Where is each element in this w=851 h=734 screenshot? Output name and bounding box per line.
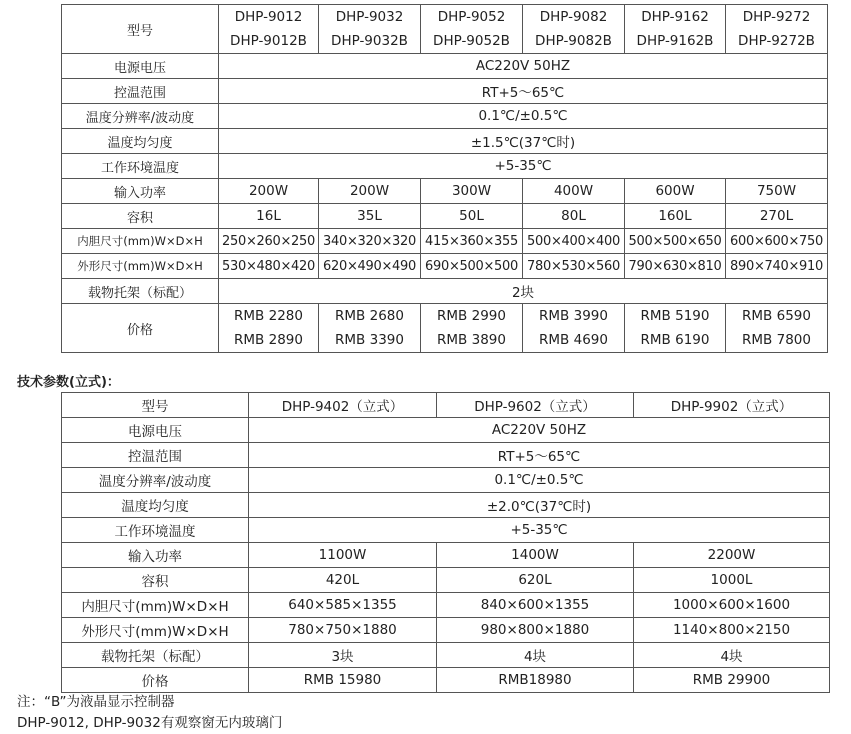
shelves-value: 2块 [219, 279, 828, 304]
volume-cell: 620L [437, 568, 634, 593]
volume-cell: 80L [523, 204, 625, 229]
price-cell: RMB 15980 [249, 668, 437, 693]
table-row [62, 154, 828, 179]
outer-size-cell: 780×530×560 [523, 254, 625, 279]
inner-size-cell: 250×260×250 [219, 229, 319, 254]
table-row [62, 204, 828, 229]
footnote-controller: 注：“B”为液晶显示控制器 [17, 694, 175, 710]
table-row [62, 129, 828, 154]
outer-size-cell: 890×740×910 [726, 254, 828, 279]
table-row [62, 618, 830, 643]
input-power-cell: 400W [523, 179, 625, 204]
power-supply-value: AC220V 50HZ [249, 418, 830, 443]
resolution-value: 0.1℃/±0.5℃ [219, 104, 828, 129]
outer-size-cell: 980×800×1880 [437, 618, 634, 643]
model-cell: DHP-9052 DHP-9052B [421, 5, 523, 54]
input-power-cell: 2200W [634, 543, 830, 568]
price-cell: RMB 6590 RMB 7800 [726, 304, 828, 353]
input-power-cell: 600W [625, 179, 726, 204]
model-cell: DHP-9602（立式） [437, 393, 634, 418]
inner-size-cell: 500×400×400 [523, 229, 625, 254]
table-row [62, 279, 828, 304]
input-power-cell: 1400W [437, 543, 634, 568]
table-row [62, 568, 830, 593]
price-cell: RMB 2680 RMB 3390 [319, 304, 421, 353]
volume-cell: 1000L [634, 568, 830, 593]
row-label-price: 价格 [62, 304, 219, 353]
ambient-value: +5-35℃ [219, 154, 828, 179]
model-cell: DHP-9012 DHP-9012B [219, 5, 319, 54]
price-cell: RMB 3990 RMB 4690 [523, 304, 625, 353]
section-title-vertical: 技术参数(立式)： [17, 375, 120, 390]
row-label-resolution: 温度分辨率/波动度 [62, 104, 219, 129]
row-label-inner-size: 内胆尺寸(mm)W×D×H [62, 229, 219, 254]
input-power-cell: 200W [219, 179, 319, 204]
table-row [62, 468, 830, 493]
outer-size-cell: 790×630×810 [625, 254, 726, 279]
spec-table-vertical [61, 392, 830, 693]
volume-cell: 270L [726, 204, 828, 229]
row-label-shelves: 载物托架（标配） [62, 279, 219, 304]
shelves-cell: 4块 [437, 643, 634, 668]
uniformity-value: ±2.0℃(37℃时) [249, 493, 830, 518]
outer-size-cell: 780×750×1880 [249, 618, 437, 643]
model-cell: DHP-9402（立式） [249, 393, 437, 418]
temp-range-value: RT+5～65℃ [249, 443, 830, 468]
table-row [62, 668, 830, 693]
row-label-volume: 容积 [62, 568, 249, 593]
outer-size-cell: 620×490×490 [319, 254, 421, 279]
table-row [62, 79, 828, 104]
model-cell: DHP-9082 DHP-9082B [523, 5, 625, 54]
row-label-power-supply: 电源电压 [62, 54, 219, 79]
outer-size-cell: 690×500×500 [421, 254, 523, 279]
inner-size-cell: 1000×600×1600 [634, 593, 830, 618]
outer-size-cell: 1140×800×2150 [634, 618, 830, 643]
table-row [62, 443, 830, 468]
inner-size-cell: 340×320×320 [319, 229, 421, 254]
row-label-uniformity: 温度均匀度 [62, 129, 219, 154]
table-row [62, 254, 828, 279]
ambient-value: +5-35℃ [249, 518, 830, 543]
volume-cell: 50L [421, 204, 523, 229]
temp-range-value: RT+5～65℃ [219, 79, 828, 104]
row-label-resolution: 温度分辨率/波动度 [62, 468, 249, 493]
model-cell: DHP-9902（立式） [634, 393, 830, 418]
table-row [62, 104, 828, 129]
row-label-temp-range: 控温范围 [62, 443, 249, 468]
table-row [62, 418, 830, 443]
volume-cell: 420L [249, 568, 437, 593]
table-row [62, 393, 830, 418]
inner-size-cell: 600×600×750 [726, 229, 828, 254]
inner-size-cell: 500×500×650 [625, 229, 726, 254]
price-cell: RMB 5190 RMB 6190 [625, 304, 726, 353]
model-cell: DHP-9272 DHP-9272B [726, 5, 828, 54]
table-row [62, 593, 830, 618]
shelves-cell: 3块 [249, 643, 437, 668]
table-row [62, 518, 830, 543]
price-cell: RMB 2990 RMB 3890 [421, 304, 523, 353]
resolution-value: 0.1℃/±0.5℃ [249, 468, 830, 493]
spec-table-benchtop [61, 4, 828, 353]
row-label-temp-range: 控温范围 [62, 79, 219, 104]
row-label-volume: 容积 [62, 204, 219, 229]
row-label-outer-size: 外形尺寸(mm)W×D×H [62, 254, 219, 279]
table-row [62, 54, 828, 79]
price-cell: RMB 29900 [634, 668, 830, 693]
model-cell: DHP-9162 DHP-9162B [625, 5, 726, 54]
table-row [62, 493, 830, 518]
price-cell: RMB 2280 RMB 2890 [219, 304, 319, 353]
power-supply-value: AC220V 50HZ [219, 54, 828, 79]
input-power-cell: 300W [421, 179, 523, 204]
row-label-inner-size: 内胆尺寸(mm)W×D×H [62, 593, 249, 618]
inner-size-cell: 840×600×1355 [437, 593, 634, 618]
footnote-window: DHP-9012, DHP-9032有观察窗无内玻璃门 [17, 715, 283, 731]
row-label-input-power: 输入功率 [62, 179, 219, 204]
table-row [62, 229, 828, 254]
input-power-cell: 200W [319, 179, 421, 204]
shelves-cell: 4块 [634, 643, 830, 668]
row-label-power-supply: 电源电压 [62, 418, 249, 443]
row-label-price: 价格 [62, 668, 249, 693]
volume-cell: 35L [319, 204, 421, 229]
inner-size-cell: 640×585×1355 [249, 593, 437, 618]
outer-size-cell: 530×480×420 [219, 254, 319, 279]
table-row [62, 304, 828, 353]
uniformity-value: ±1.5℃(37℃时) [219, 129, 828, 154]
volume-cell: 160L [625, 204, 726, 229]
row-label-uniformity: 温度均匀度 [62, 493, 249, 518]
price-cell: RMB18980 [437, 668, 634, 693]
input-power-cell: 1100W [249, 543, 437, 568]
row-label-outer-size: 外形尺寸(mm)W×D×H [62, 618, 249, 643]
row-label-shelves: 载物托架（标配） [62, 643, 249, 668]
table-row [62, 543, 830, 568]
row-label-model: 型号 [62, 5, 219, 54]
table-row [62, 179, 828, 204]
model-cell: DHP-9032 DHP-9032B [319, 5, 421, 54]
volume-cell: 16L [219, 204, 319, 229]
row-label-model: 型号 [62, 393, 249, 418]
table-row [62, 5, 828, 54]
inner-size-cell: 415×360×355 [421, 229, 523, 254]
row-label-ambient: 工作环境温度 [62, 518, 249, 543]
input-power-cell: 750W [726, 179, 828, 204]
table-row [62, 643, 830, 668]
row-label-input-power: 输入功率 [62, 543, 249, 568]
row-label-ambient: 工作环境温度 [62, 154, 219, 179]
